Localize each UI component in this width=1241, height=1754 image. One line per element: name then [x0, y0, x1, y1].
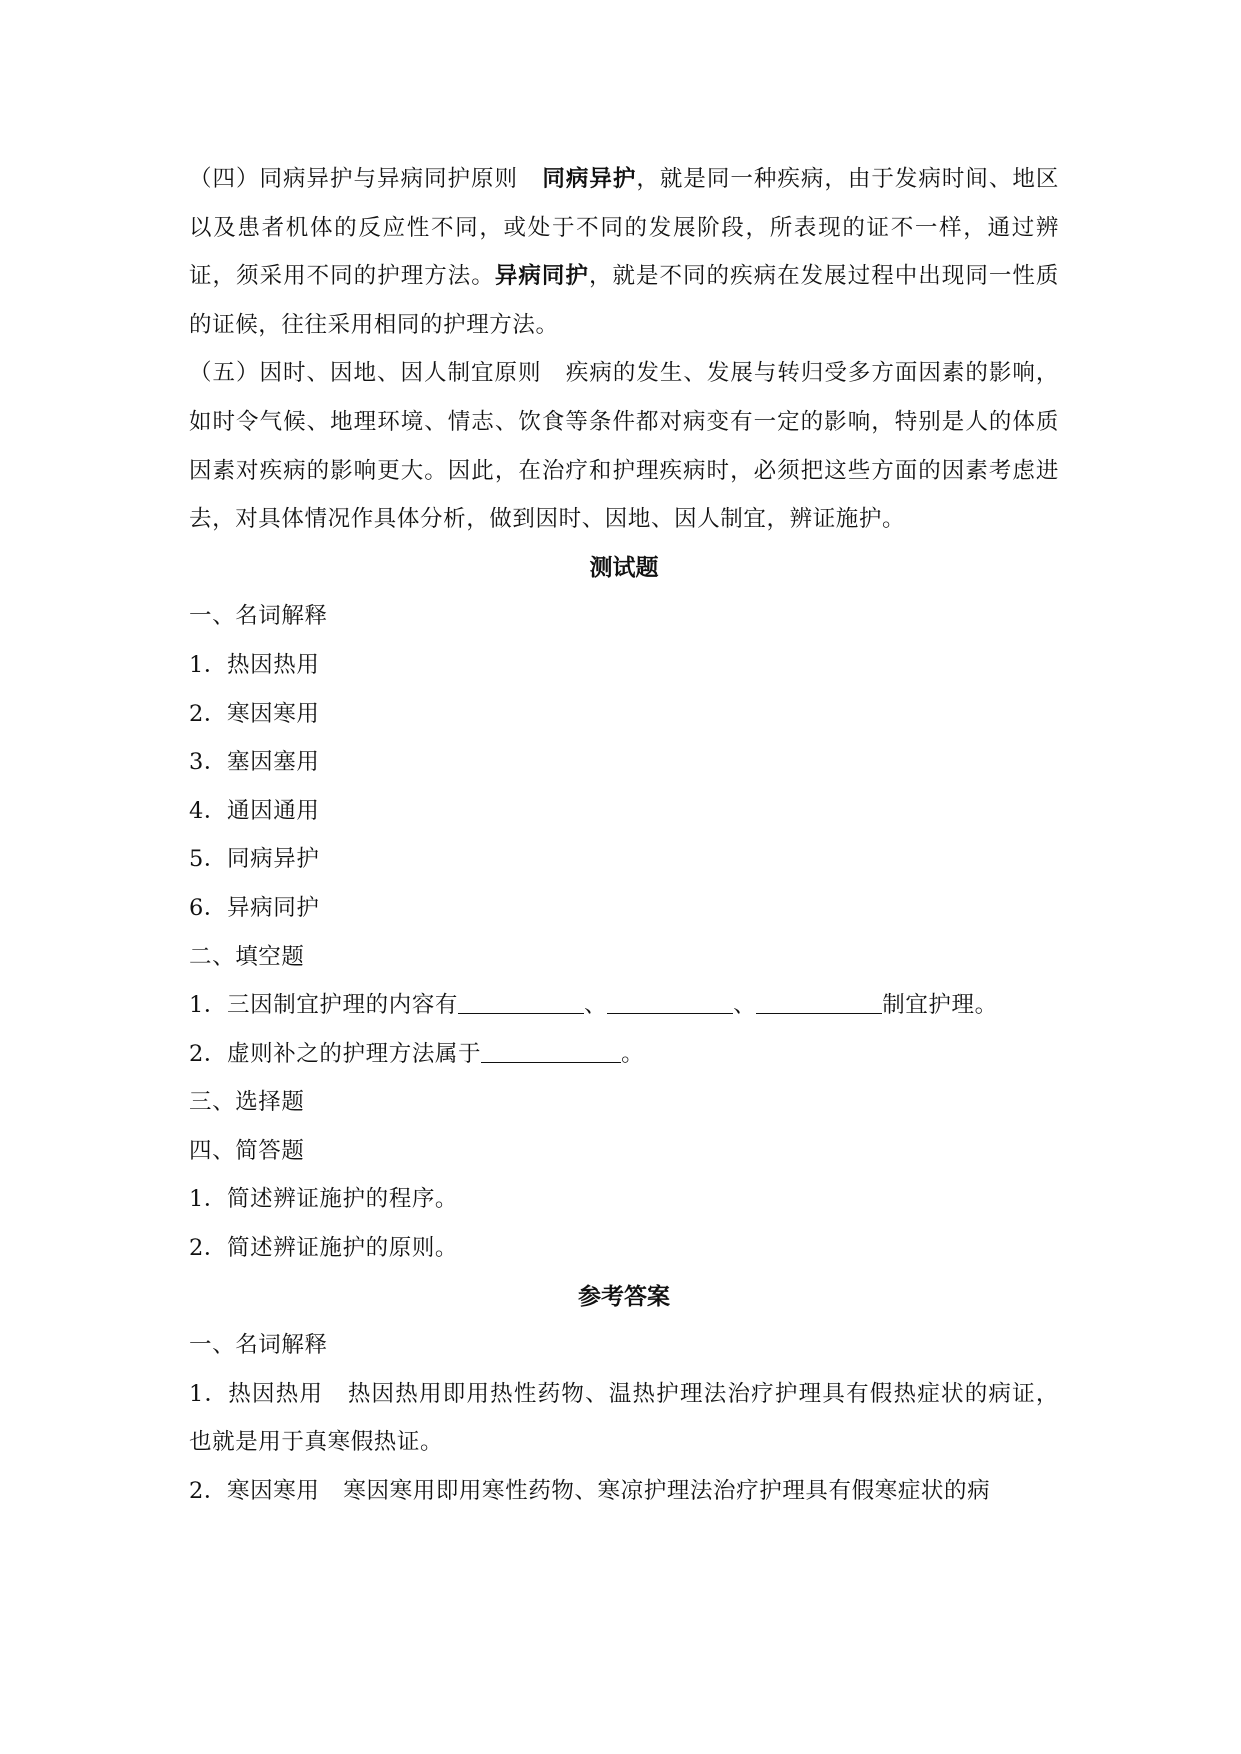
fill-blank-question-2: 2．虚则补之的护理方法属于 。 [189, 1040, 645, 1067]
section-5-prefix: （五）因时、因地、因人制宜原则 [189, 360, 542, 387]
section-4-text-2: ，就是不同的疾病在发展过程中出现同一性质的证候，往往采用相同的护理方法。 [189, 263, 1059, 338]
answer-blank [458, 991, 584, 1014]
answer-blank [756, 991, 882, 1014]
section-4-prefix: （四）同病异护与异病同护原则 [189, 166, 518, 192]
quiz-part-4-heading: 四、简答题 [189, 1137, 305, 1164]
quiz-term-item: 1．热因热用 [189, 651, 320, 678]
quiz-term-item: 4．通因通用 [189, 797, 320, 824]
answer-blank [607, 991, 733, 1014]
document-page [189, 155, 1059, 1516]
section-4-text-1: ，就是同一种疾病，由于发病时间、地区以及患者机体的反应性不同，或处于不同的发展阶段，所表现的证不一样，通过辨证，须采用不同的护理方法。 [189, 166, 1059, 290]
short-answer-question: 1．简述辨证施护的程序。 [189, 1186, 459, 1213]
quiz-term-item: 2．寒因寒用 [189, 700, 320, 727]
quiz-term-item: 5．同病异护 [189, 846, 320, 873]
answers-title: 参考答案 [578, 1282, 670, 1310]
answer-blank [481, 1040, 621, 1063]
quiz-part-3-heading: 三、选择题 [189, 1089, 305, 1116]
quiz-part-2-heading: 二、填空题 [189, 943, 305, 970]
term-same-disease-different-care: 同病异护 [542, 166, 637, 192]
quiz-term-item: 6．异病同护 [189, 894, 320, 921]
section-5-text: 疾病的发生、发展与转归受多方面因素的影响，如时令气候、地理环境、情志、饮食等条件都对病变有一定的影响，特别是人的体质因素对疾病的影响更大。因此，在治疗和护理疾病时，必须把这些方面的因素考虑进去，对具体情况作具体分析，做到因时、因地、因人制宜，辨证施护。 [189, 360, 1059, 533]
fill-blank-question-1: 1．三因制宜护理的内容有 、 、 制宜护理。 [189, 992, 998, 1019]
answer-item-2: 2．寒因寒用 寒因寒用即用寒性药物、寒凉护理法治疗护理具有假寒症状的病 [189, 1478, 991, 1505]
paragraph-section-4 [189, 155, 1059, 349]
short-answer-question: 2．简述辨证施护的原则。 [189, 1235, 459, 1262]
quiz-title: 测试题 [589, 553, 659, 581]
term-different-disease-same-care: 异病同护 [494, 263, 589, 290]
answer-item-1: 1．热因热用 热因热用即用热性药物、温热护理法治疗护理具有假热症状的病证，也就是用于真寒假热证。 [189, 1380, 1059, 1456]
paragraph-section-5 [189, 349, 1059, 543]
quiz-term-item: 3．塞因塞用 [189, 749, 320, 776]
answers-part-1-heading: 一、名词解释 [189, 1332, 328, 1359]
quiz-part-1-heading: 一、名词解释 [189, 603, 328, 630]
